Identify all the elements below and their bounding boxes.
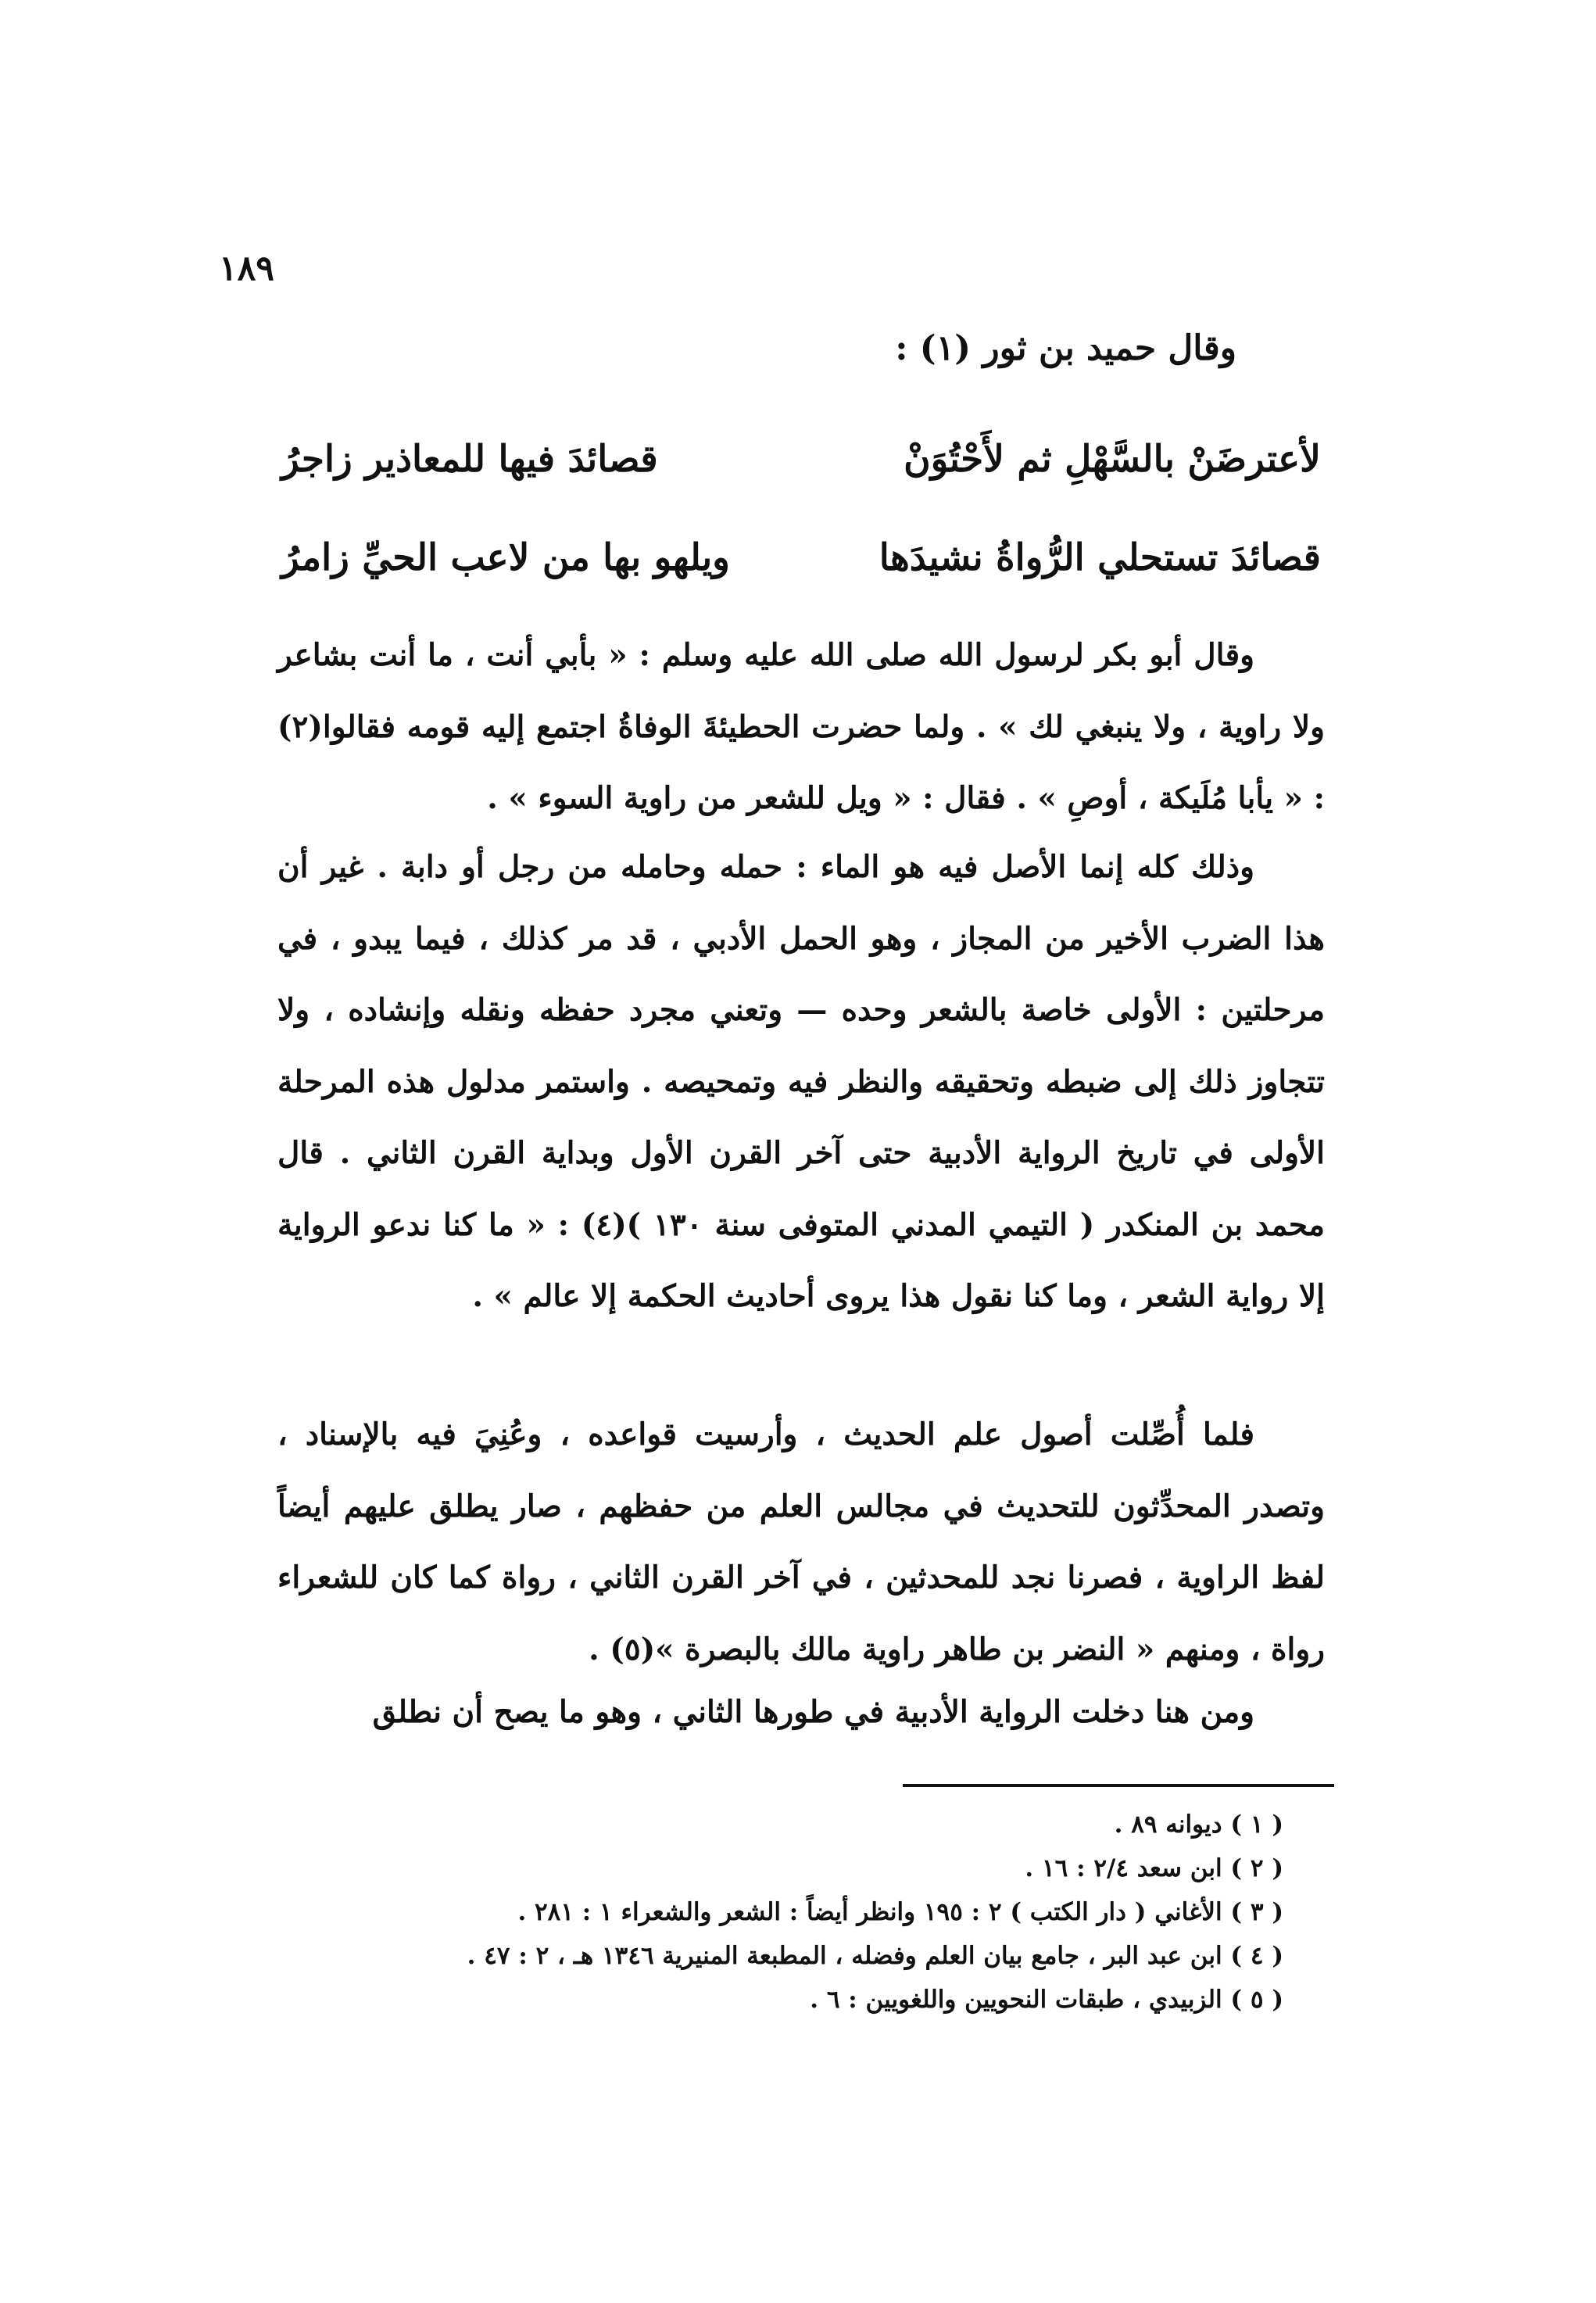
footnote-2-number: ( ٢ ) [1230, 1854, 1283, 1882]
page-number: ١٨٩ [219, 249, 274, 288]
paragraph-riwaya-first-stage: وذلك كله إنما الأصل فيه هو الماء : حمله وحامله من رجل أو دابة . غير أن هذا الضرب الأخير من المجاز ، وهو الحمل الأدبي ، قد مر كذلك ، فيما يبدو ، في مرحلتين : الأولى خاصة بالشعر وحده — وتعني مجرد حفظه ونقله وإنشاده ، ولا تتجاوز ذلك إلى ضبطه وتحقيقه والنظر فيه وتمحيصه . واستمر مدلول هذه المرحلة الأولى في تاريخ الرواية الأدبية حتى آخر القرن الأول وبداية القرن الثاني . قال محمد بن المنكدر ( التيمي المدني المتوفى سنة ١٣٠ )(٤) : « ما كنا ندعو الرواية إلا رواية الشعر ، وما كنا نقول هذا يروى أحاديث الحكمة إلا عالم » . [277, 849, 1325, 1314]
footnote-3 [314, 1890, 1283, 1934]
footnote-separator [903, 1784, 1334, 1787]
verse-1-second-hemistich: قصائدَ فيها للمعاذير زاجرُ [281, 438, 658, 481]
footnote-1 [314, 1803, 1283, 1846]
verse-intro: وقال حميد بن ثور (١) : [895, 328, 1236, 368]
footnote-3-number: ( ٣ ) [1230, 1898, 1283, 1926]
footnote-5-number: ( ٥ ) [1230, 1986, 1283, 2014]
paragraph-abu-bakr: وقال أبو بكر لرسول الله صلى الله عليه وسلم : « بأبي أنت ، ما أنت بشاعر ولا راوية ، ولا ينبغي لك » . ولما حضرت الحطيئةَ الوفاةُ اجتمع إليه قومه فقالوا(٢) : « يأبا مُلَيكة ، أوصِ » . فقال : « ويل للشعر من راوية السوء » . [277, 637, 1325, 816]
footnote-1-text: ديوانه ٨٩ . [1114, 1811, 1222, 1839]
footnote-2 [314, 1846, 1283, 1890]
verse-line-2 [281, 536, 1321, 593]
footnote-3-text: الأغاني ( دار الكتب ) ٢ : ١٩٥ وانظر أيضاً : الشعر والشعراء ١ : ٢٨١ . [517, 1898, 1222, 1926]
verse-line-1 [281, 438, 1321, 494]
footnote-4 [314, 1934, 1283, 1978]
footnote-4-text: ابن عبد البر ، جامع بيان العلم وفضله ، المطبعة المنيرية ١٣٤٦ هـ ، ٢ : ٤٧ . [467, 1942, 1222, 1970]
footnote-5-text: الزبيدي ، طبقات النحويين واللغويين : ٦ . [810, 1986, 1222, 2014]
verse-2-second-hemistich: ويلهو بها من لاعب الحيِّ زامرُ [281, 536, 730, 579]
paragraph-second-stage: ومن هنا دخلت الرواية الأدبية في طورها الثاني ، وهو ما يصح أن نطلق [372, 1694, 1254, 1730]
footnote-4-number: ( ٤ ) [1230, 1942, 1283, 1970]
footnote-1-number: ( ١ ) [1230, 1811, 1283, 1839]
verse-1-first-hemistich: لأعترضَنْ بالسَّهْلِ ثم لأَحْتُوَنْ [904, 438, 1321, 481]
verse-2-first-hemistich: قصائدَ تستحلي الرُّواةُ نشيدَها [879, 536, 1321, 579]
footnote-2-text: ابن سعد ٢/٤ : ١٦ . [1025, 1854, 1222, 1882]
footnotes [314, 1803, 1283, 2022]
footnote-5 [314, 1978, 1283, 2022]
paragraph-hadith-narrators: فلما أُصِّلت أصول علم الحديث ، وأرسيت قواعده ، وعُنِيَ فيه بالإسناد ، وتصدر المحدِّثون للتحديث في مجالس العلم من حفظهم ، صار يطلق عليهم أيضاً لفظ الراوية ، فصرنا نجد للمحدثين ، في آخر القرن الثاني ، رواة كما كان للشعراء رواة ، ومنهم « النضر بن طاهر راوية مالك بالبصرة »(٥) . [277, 1417, 1325, 1667]
